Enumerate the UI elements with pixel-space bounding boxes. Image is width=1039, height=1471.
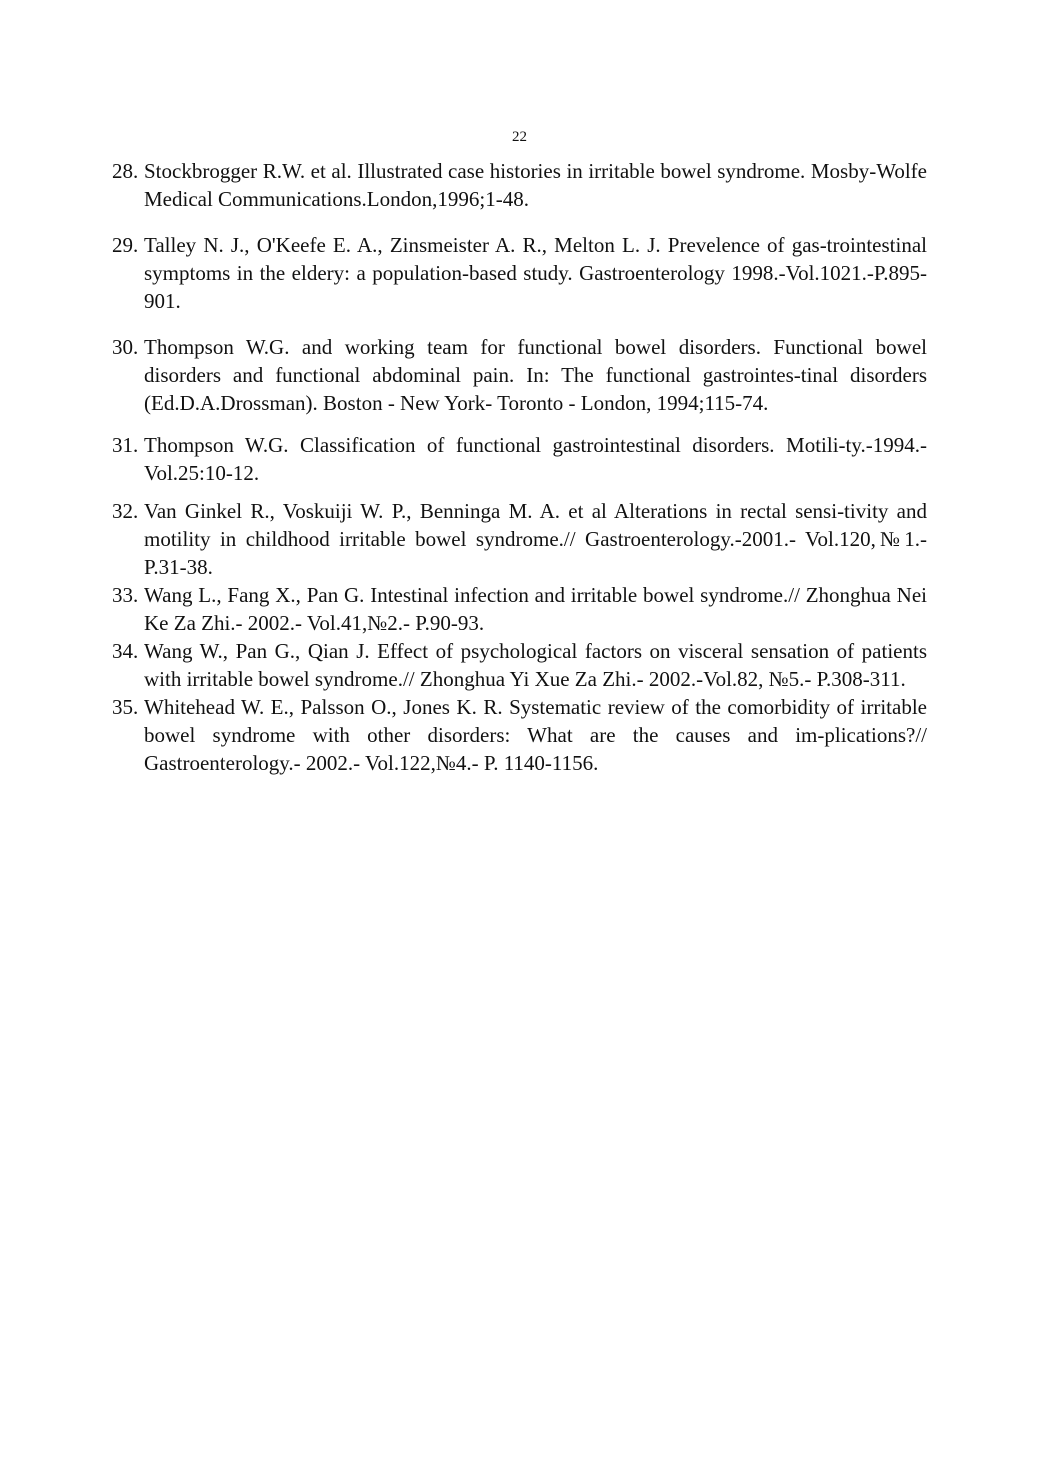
reference-text: Thompson W.G. Classification of functional gastrointestinal disorders. Motili-ty.-1994.-Vol.25:10-12. [144,433,927,485]
reference-number: 34. [112,639,139,663]
reference-item-33 [112,581,927,637]
reference-number: 32. [112,499,139,523]
reference-item-31 [112,431,927,487]
reference-number: 35. [112,695,139,719]
reference-item-28 [112,157,927,213]
reference-number: 30. [112,335,139,359]
reference-list [112,157,927,777]
reference-text: Talley N. J., O'Keefe E. A., Zinsmeister A. R., Melton L. J. Prevelence of gas-trointestinal symptoms in the eldery: a population-based study. Gastroenterology 1998.-Vol.1021.-P.895-901. [144,233,927,313]
reference-text: Wang L., Fang X., Pan G. Intestinal infection and irritable bowel syndrome.// Zhonghua Nei Ke Za Zhi.- 2002.- Vol.41,№2.- P.90-93. [144,583,927,635]
reference-item-35 [112,693,927,777]
reference-text: Wang W., Pan G., Qian J. Effect of psychological factors on visceral sensation of patients with irritable bowel syndrome.// Zhonghua Yi Xue Za Zhi.- 2002.-Vol.82, №5.- P.308-311. [144,639,927,691]
reference-number: 28. [112,159,139,183]
reference-number: 33. [112,583,139,607]
page-number: 22 [512,129,527,145]
reference-text: Whitehead W. E., Palsson O., Jones K. R. Systematic review of the comorbidity of irritable bowel syndrome with other disorders: What are the causes and im-plications?// Gastroenterology.- 2002.- Vol.122,№4.- P. 1140-1156. [144,695,927,775]
reference-number: 31. [112,433,139,457]
reference-text: Van Ginkel R., Voskuiji W. P., Benninga M. A. et al Alterations in rectal sensi-tivity and motility in childhood irritable bowel syndrome.// Gastroenterology.-2001.- Vol.120,№1.- P.31-38. [144,499,927,579]
reference-item-30 [112,333,927,417]
reference-item-32 [112,497,927,581]
reference-text: Stockbrogger R.W. et al. Illustrated case histories in irritable bowel syndrome. Mosby-Wolfe Medical Communications.London,1996;1-48. [144,159,927,211]
reference-text: Thompson W.G. and working team for functional bowel disorders. Functional bowel disorders and functional abdominal pain. In: The functional gastrointes-tinal disorders (Ed.D.A.Drossman). Boston - New York- Toronto - London, 1994;115-74. [144,335,927,415]
reference-item-29 [112,231,927,315]
reference-item-34 [112,637,927,693]
reference-number: 29. [112,233,139,257]
